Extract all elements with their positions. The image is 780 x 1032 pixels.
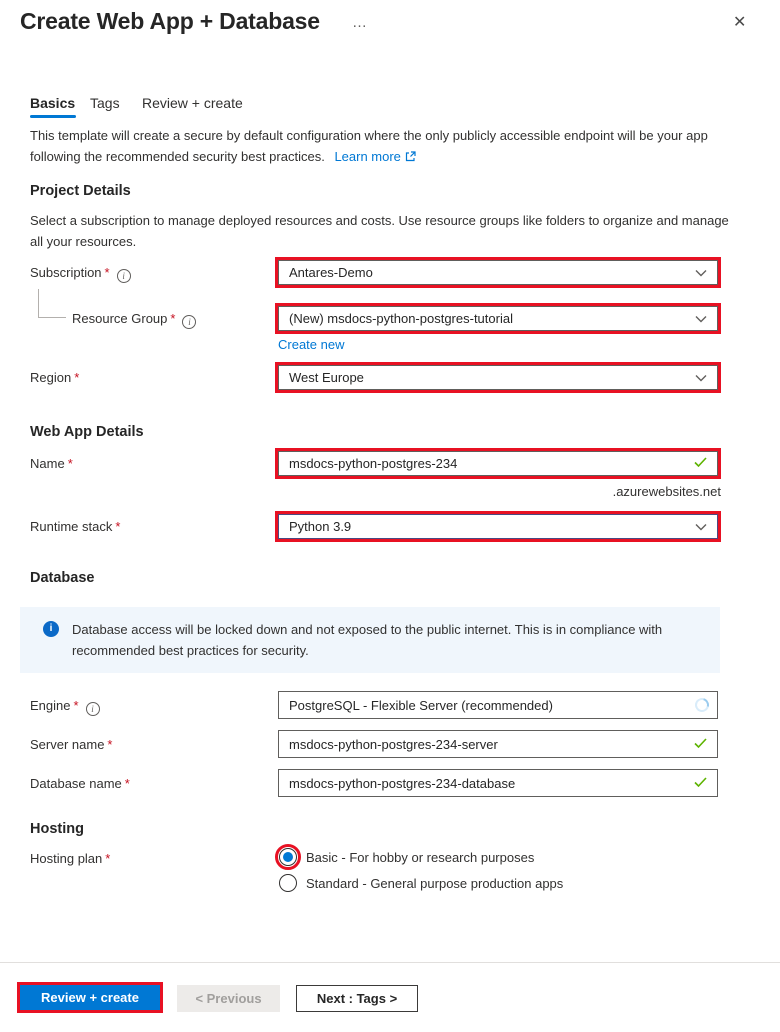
radio-standard[interactable] <box>279 874 297 892</box>
project-details-heading: Project Details <box>30 183 131 199</box>
server-name-label: Server name * <box>30 737 113 752</box>
tab-review-create[interactable]: Review + create <box>142 95 243 111</box>
subscription-annotation-box <box>275 257 721 288</box>
engine-field[interactable]: PostgreSQL - Flexible Server (recommended) <box>278 691 718 719</box>
info-banner-text: Database access will be locked down and not exposed to the public internet. This is in compliance with recommended best practices for security. <box>72 622 663 658</box>
database-name-input[interactable]: msdocs-python-postgres-234-database <box>278 769 718 797</box>
resource-group-label: Resource Group * i <box>72 311 196 329</box>
valid-check-icon <box>694 776 707 791</box>
runtime-stack-annotation-box <box>275 511 721 542</box>
database-name-label: Database name * <box>30 776 130 791</box>
info-icon[interactable]: i <box>182 315 196 329</box>
hosting-plan-label: Hosting plan * <box>30 851 111 866</box>
learn-more-link[interactable]: Learn more <box>334 149 415 164</box>
tab-tags[interactable]: Tags <box>90 95 120 111</box>
server-name-input[interactable]: msdocs-python-postgres-234-server <box>278 730 718 758</box>
required-asterisk: * <box>74 370 80 385</box>
domain-suffix: .azurewebsites.net <box>612 484 721 499</box>
region-dropdown[interactable]: West Europe <box>278 365 718 390</box>
radio-basic-label: Basic - For hobby or research purposes <box>306 850 535 865</box>
radio-standard-label: Standard - General purpose production apps <box>306 876 564 891</box>
close-icon[interactable]: ✕ <box>733 14 747 31</box>
chevron-down-icon <box>695 265 707 280</box>
info-filled-icon: i <box>43 621 59 637</box>
subscription-label: Subscription * i <box>30 265 131 283</box>
page-title: Create Web App + Database <box>20 8 320 34</box>
info-icon[interactable]: i <box>86 702 100 716</box>
webapp-details-heading: Web App Details <box>30 424 144 440</box>
required-asterisk: * <box>105 851 111 866</box>
resource-group-connector-line <box>38 289 66 318</box>
overflow-menu-icon[interactable]: … <box>352 14 368 31</box>
valid-check-icon <box>694 737 707 752</box>
region-annotation-box <box>275 362 721 393</box>
footer-divider <box>0 962 780 963</box>
required-asterisk: * <box>115 519 121 534</box>
required-asterisk: * <box>124 776 130 791</box>
next-tags-button[interactable]: Next : Tags > <box>296 985 418 1012</box>
review-create-annotation-box <box>17 982 163 1013</box>
hosting-heading: Hosting <box>30 821 84 837</box>
required-asterisk: * <box>104 265 110 280</box>
engine-label: Engine * i <box>30 698 100 716</box>
required-asterisk: * <box>67 456 73 471</box>
required-asterisk: * <box>73 698 79 713</box>
review-create-button[interactable]: Review + create <box>20 985 160 1010</box>
radio-basic[interactable] <box>279 848 297 866</box>
chevron-down-icon <box>695 311 707 326</box>
valid-check-icon <box>694 456 707 471</box>
chevron-down-icon <box>695 519 707 534</box>
project-details-description: Select a subscription to manage deployed resources and costs. Use resource groups like folders to organize and manage all your resources. <box>30 213 729 249</box>
name-annotation-box <box>275 448 721 479</box>
region-label: Region * <box>30 370 80 385</box>
name-input[interactable]: msdocs-python-postgres-234 <box>278 451 718 476</box>
create-new-link[interactable]: Create new <box>278 337 345 352</box>
required-asterisk: * <box>107 737 113 752</box>
external-link-icon <box>405 147 416 168</box>
tab-basics[interactable]: Basics <box>30 95 76 111</box>
runtime-stack-dropdown[interactable]: Python 3.9 <box>278 514 718 539</box>
name-label: Name * <box>30 456 73 471</box>
required-asterisk: * <box>170 311 176 326</box>
resource-group-dropdown[interactable]: (New) msdocs-python-postgres-tutorial <box>278 306 718 331</box>
subscription-dropdown[interactable]: Antares-Demo <box>278 260 718 285</box>
info-icon[interactable]: i <box>117 269 131 283</box>
basic-radio-annotation-ring <box>275 844 301 870</box>
chevron-down-icon <box>695 370 707 385</box>
database-heading: Database <box>30 570 95 586</box>
intro-text: This template will create a secure by default configuration where the only publicly accessible endpoint will be your app following the recommended security best practices. Learn more <box>30 125 736 168</box>
info-banner <box>20 607 720 673</box>
resource-group-annotation-box <box>275 303 721 334</box>
active-tab-underline <box>30 115 76 118</box>
previous-button[interactable]: < Previous <box>177 985 280 1012</box>
runtime-stack-label: Runtime stack * <box>30 519 121 534</box>
